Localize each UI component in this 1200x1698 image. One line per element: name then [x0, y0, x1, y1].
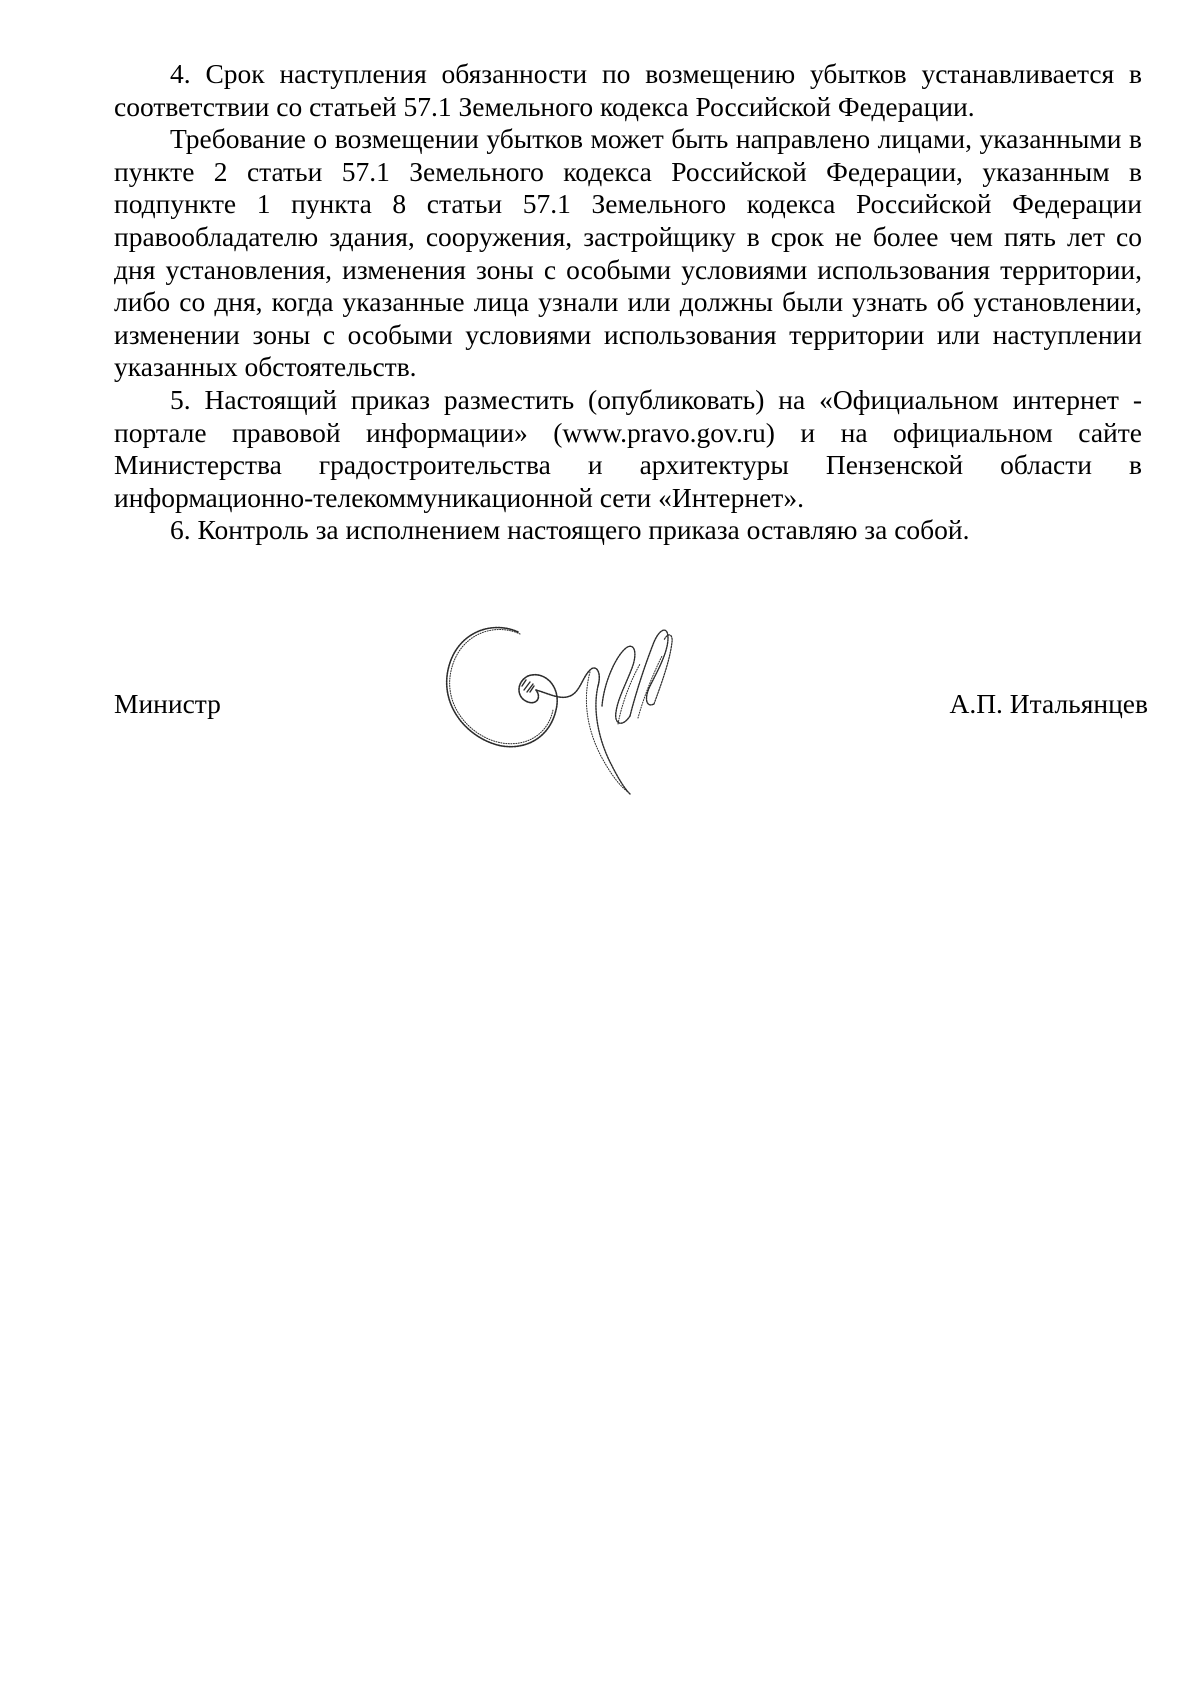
handwritten-signature-icon [432, 612, 702, 802]
paragraph-item-5: 5. Настоящий приказ разместить (опубликовать) на «Официальном интернет - портале правовой информации» (www.pravo.gov.ru) и на официальном сайте Министерства градостроительства и архитектуры Пензенской области в информационно-телекоммуникационной сети «Интернет». [114, 383, 1142, 513]
document-body [114, 58, 1142, 547]
signer-name: А.П. Итальянцев [949, 688, 1148, 719]
signer-position-title: Министр [114, 688, 221, 719]
paragraph-item-4: 4. Срок наступления обязанности по возмещению убытков устанавливается в соответствии со статьей 57.1 Земельного кодекса Российской Федерации. [114, 58, 1142, 122]
paragraph-item-6: 6. Контроль за исполнением настоящего приказа оставляю за собой. [170, 514, 970, 546]
paragraph-damages-claim: Требование о возмещении убытков может быть направлено лицами, указанными в пункте 2 статьи 57.1 Земельного кодекса Российской Федерации, указанным в подпункте 1 пункта 8 статьи 57.1 Земельного кодекса Российской Федерации правообладателю здания, сооружения, застройщику в срок не более чем пять лет со дня установления, изменения зоны с особыми условиями использования территории, либо со дня, когда указанные лица узнали или должны были узнать об установлении, изменении зоны с особыми условиями использования территории или наступлении указанных обстоятельств. [114, 123, 1142, 383]
